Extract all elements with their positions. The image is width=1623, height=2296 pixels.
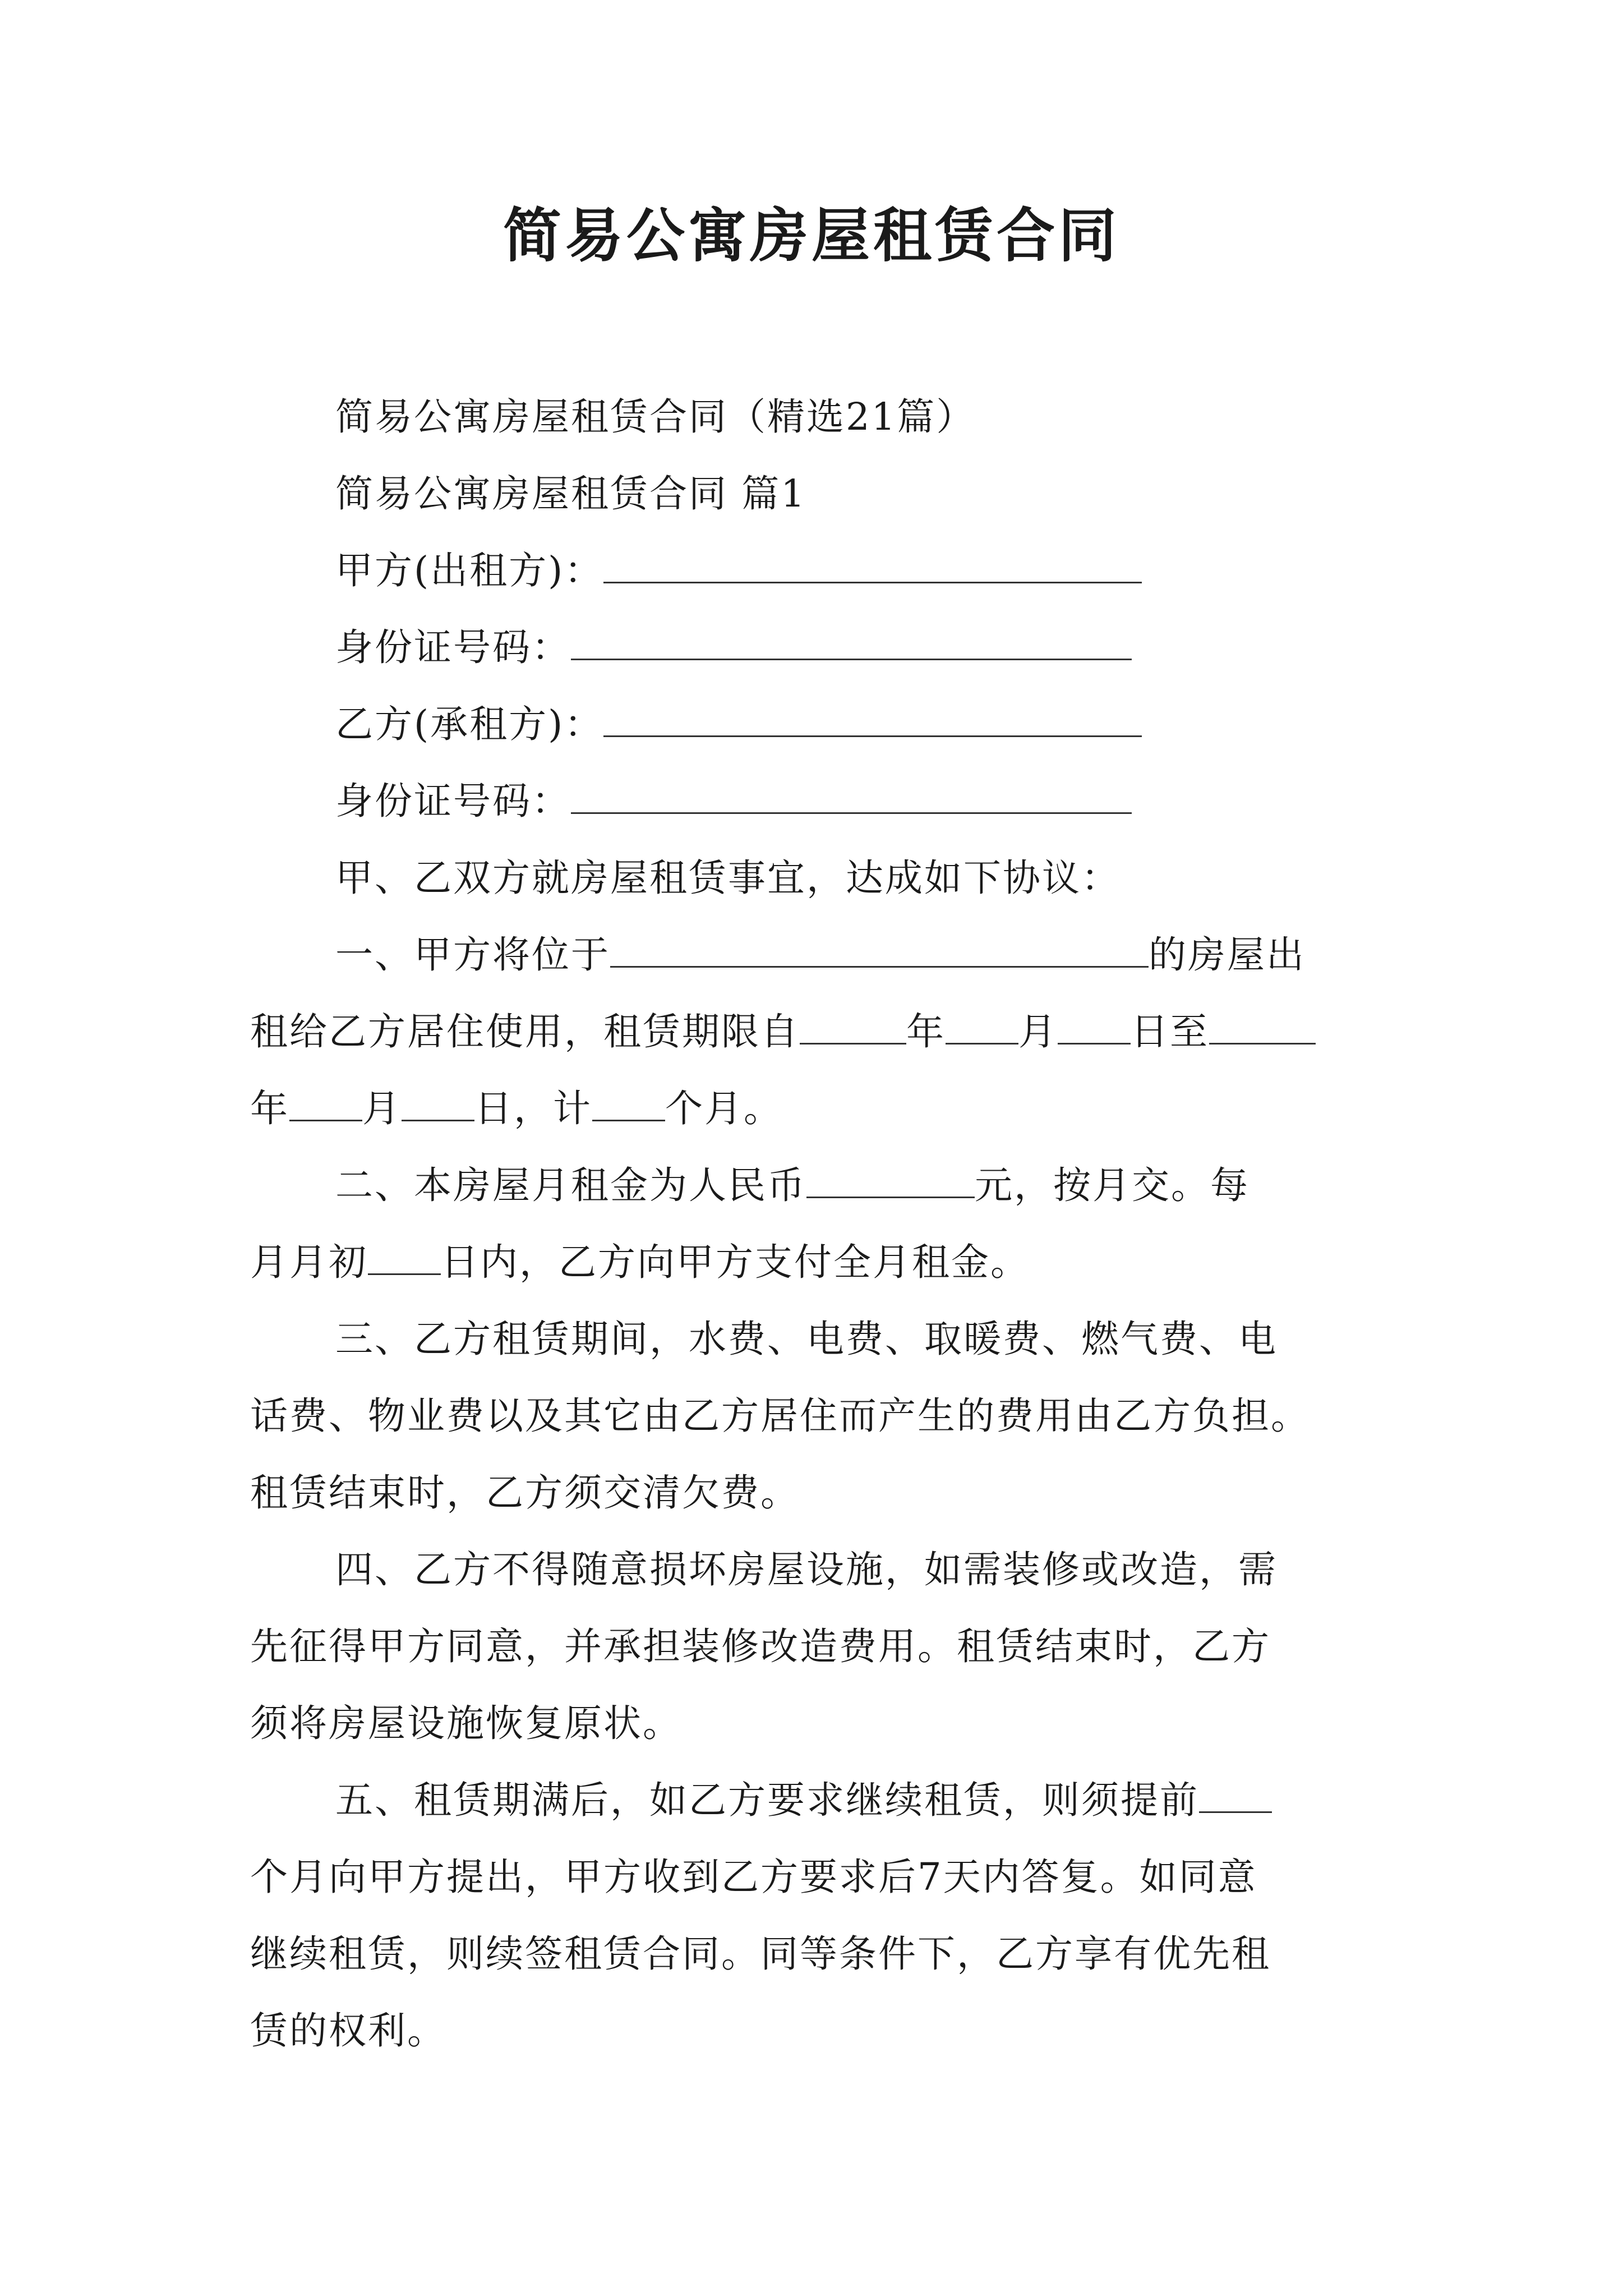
clause3-line3: 租赁结束时，乙方须交清欠费。 — [250, 1471, 800, 1515]
party-a-id-line — [250, 609, 1377, 686]
clause5-line4: 赁的权利。 — [250, 2009, 446, 2053]
clause1-text: 个月。 — [665, 1087, 783, 1130]
document-title: 简易公寓房屋租赁合同 — [502, 201, 1120, 270]
section-heading: 简易公寓房屋租赁合同 篇1 — [335, 472, 806, 516]
clause2-line2 — [250, 1224, 1377, 1301]
clause3-line2: 话费、物业费以及其它由乙方居住而产生的费用由乙方负担。 — [250, 1394, 1310, 1438]
property-address-blank[interactable] — [610, 932, 1149, 968]
party-b-id-line — [250, 763, 1377, 840]
payment-day-blank[interactable] — [368, 1240, 441, 1275]
clause2-text: 元，按月交。每 — [975, 1163, 1249, 1207]
end-month-blank[interactable] — [289, 1086, 362, 1121]
clause1-text: 日，计 — [474, 1087, 592, 1130]
clause5-line1 — [250, 1762, 1377, 1839]
party-a-id-blank[interactable] — [571, 625, 1132, 660]
clause1-text: 租给乙方居住使用，租赁期限自 — [250, 1010, 800, 1053]
party-a-id-label: 身份证号码： — [335, 625, 571, 669]
clause4-line3: 须将房屋设施恢复原状。 — [250, 1701, 682, 1745]
clause1-line3 — [250, 1070, 1377, 1147]
start-year-blank[interactable] — [800, 1009, 906, 1045]
clause1-text: 一、甲方将位于 — [335, 933, 610, 977]
clause4-line2: 先征得甲方同意，并承担装修改造费用。租赁结束时，乙方 — [250, 1625, 1271, 1668]
clause1-text: 月 — [1018, 1010, 1058, 1053]
clause5-line3: 继续租赁，则续签租赁合同。同等条件下，乙方享有优先租 — [250, 1932, 1271, 1976]
start-day-blank[interactable] — [1058, 1009, 1131, 1045]
clause2-text: 月月初 — [250, 1240, 368, 1284]
clause2-line1 — [250, 1147, 1377, 1224]
party-a-line — [250, 532, 1377, 609]
party-a-blank[interactable] — [603, 548, 1142, 583]
party-b-id-label: 身份证号码： — [335, 779, 571, 823]
document-body — [250, 379, 1377, 2069]
clause5-line2: 个月向甲方提出，甲方收到乙方要求后7天内答复。如同意 — [250, 1855, 1257, 1899]
clause1-text: 年 — [906, 1010, 946, 1053]
clause2-text: 二、本房屋月租金为人民币 — [335, 1163, 806, 1207]
clause1-text: 的房屋出 — [1149, 933, 1306, 977]
clause4-line1: 四、乙方不得随意损坏房屋设施，如需装修或改造，需 — [335, 1548, 1278, 1591]
clause1-text: 日至 — [1131, 1010, 1209, 1053]
clause1-line2 — [250, 993, 1377, 1070]
months-count-blank[interactable] — [592, 1086, 665, 1121]
party-b-label: 乙方(承租方)： — [335, 702, 604, 746]
clause5-text: 五、租赁期满后，如乙方要求继续租赁，则须提前 — [335, 1778, 1199, 1822]
start-month-blank[interactable] — [946, 1009, 1018, 1045]
clause1-text: 月 — [362, 1087, 402, 1130]
end-day-blank[interactable] — [402, 1086, 474, 1121]
rent-amount-blank[interactable] — [806, 1163, 975, 1198]
party-b-blank[interactable] — [603, 702, 1142, 737]
party-b-line — [250, 686, 1377, 763]
clause1-text: 年 — [250, 1087, 289, 1130]
party-a-label: 甲方(出租方)： — [335, 549, 604, 592]
clause1-line1 — [250, 917, 1377, 993]
notice-months-blank[interactable] — [1199, 1778, 1272, 1813]
party-b-id-blank[interactable] — [571, 779, 1132, 814]
clause2-text: 日内，乙方向甲方支付全月租金。 — [441, 1240, 1030, 1284]
clause3-line1: 三、乙方租赁期间，水费、电费、取暖费、燃气费、电 — [335, 1317, 1278, 1361]
end-year-blank[interactable] — [1209, 1009, 1316, 1045]
intro-paragraph: 甲、乙双方就房屋租赁事宜，达成如下协议： — [335, 856, 1121, 900]
subtitle: 简易公寓房屋租赁合同（精选21篇） — [335, 395, 976, 439]
